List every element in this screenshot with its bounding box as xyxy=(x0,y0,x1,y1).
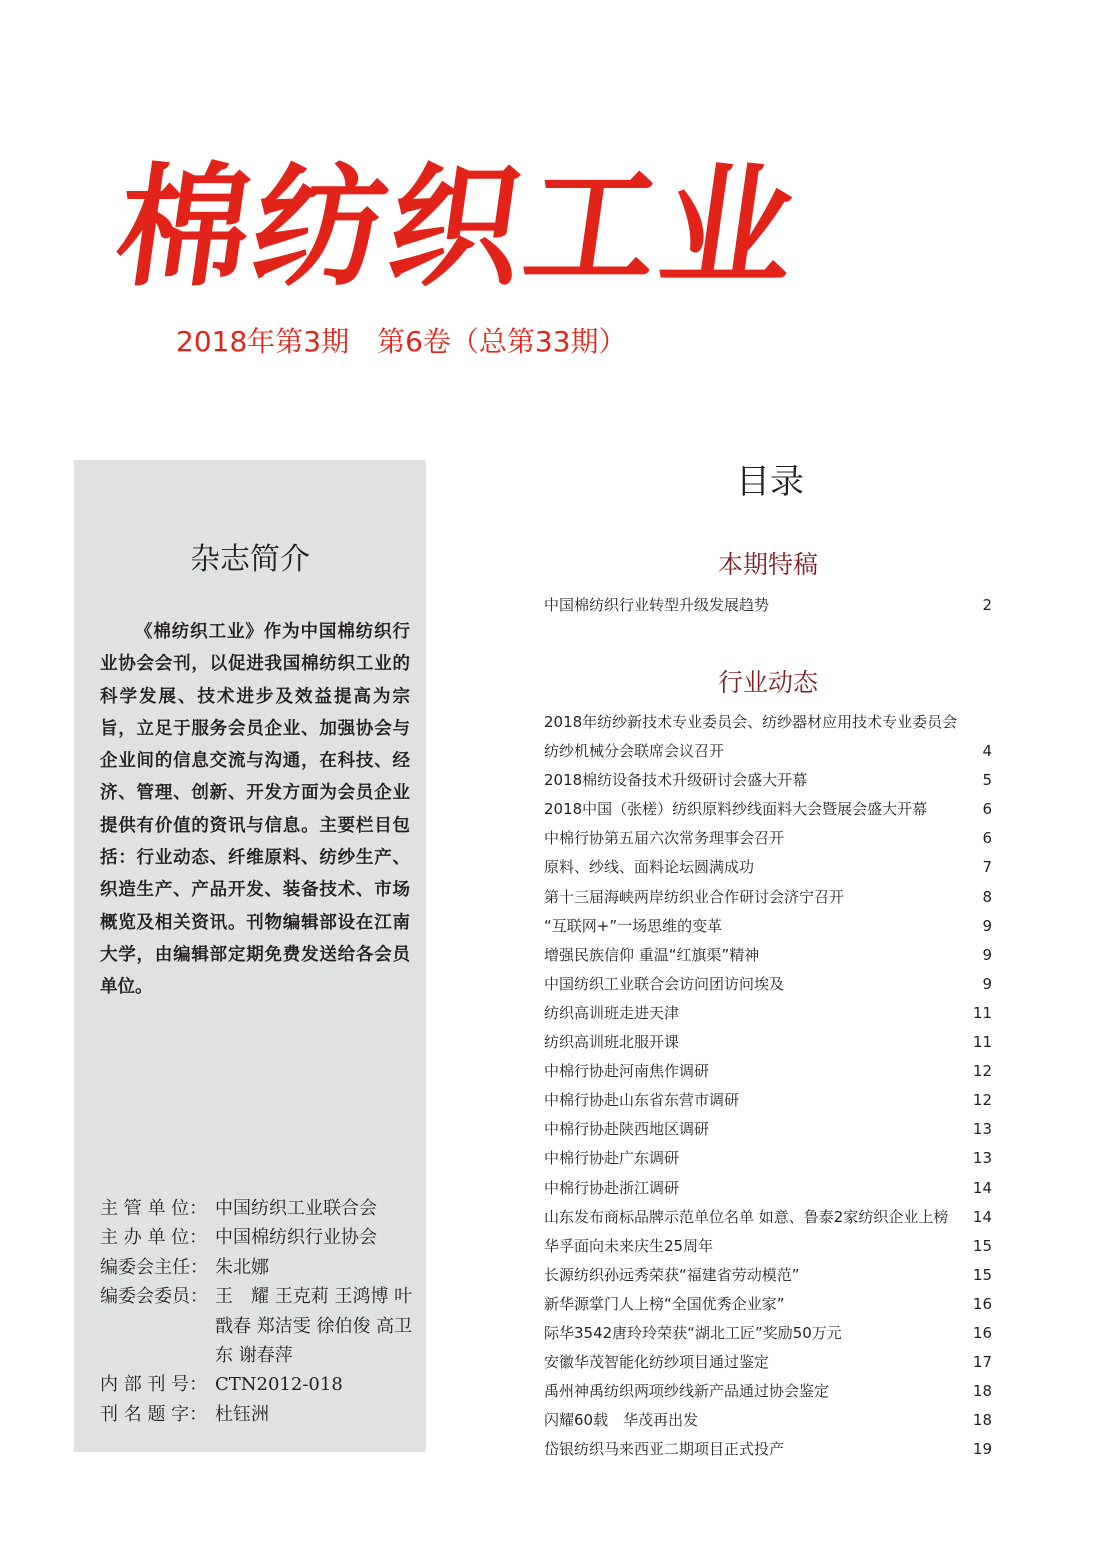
toc-entry-title: 中国纺织工业联合会访问团访问埃及 xyxy=(544,974,785,993)
toc-entry[interactable] xyxy=(544,1203,994,1232)
toc-entry[interactable] xyxy=(544,1028,994,1057)
toc-entry[interactable] xyxy=(544,1057,994,1086)
toc-entry[interactable] xyxy=(544,941,994,970)
toc-entry-title: 纺纱机械分会联席会议召开 xyxy=(544,742,725,761)
toc-entry[interactable] xyxy=(544,1115,994,1144)
toc-entry-page: 11 xyxy=(972,1033,992,1052)
info-key: 编委会委员： xyxy=(100,1286,208,1308)
toc-entry-title: 中棉行协赴山东省东营市调研 xyxy=(544,1091,740,1110)
info-value: 王 耀 王克莉 王鸿博 叶戬春 郑洁雯 徐伯俊 高卫东 谢春萍 xyxy=(215,1286,413,1367)
toc-entry-title: 增强民族信仰 重温“红旗渠”精神 xyxy=(544,945,760,964)
info-row-serial-number xyxy=(100,1370,420,1399)
toc-entry-title: 际华3542唐玲玲荣获“湖北工匠”奖励50万元 xyxy=(544,1323,842,1342)
toc-entry[interactable] xyxy=(544,1377,994,1406)
toc-entry-title: 长源纺织孙远秀荣获“福建省劳动模范” xyxy=(544,1265,800,1284)
info-value: CTN2012-018 xyxy=(215,1374,343,1396)
toc-entry[interactable] xyxy=(544,883,994,912)
intro-heading: 杂志简介 xyxy=(190,542,310,577)
info-key: 主 管 单 位： xyxy=(100,1198,208,1219)
toc-entry[interactable] xyxy=(544,1174,994,1203)
info-row-committee xyxy=(100,1282,420,1370)
toc-entry-page: 9 xyxy=(982,945,992,964)
toc-entry-page: 5 xyxy=(982,771,992,790)
info-row-chief-editor xyxy=(100,1253,420,1282)
toc-entry[interactable] xyxy=(544,1261,994,1290)
toc-entry[interactable] xyxy=(544,1144,994,1173)
toc-entry-page: 14 xyxy=(972,1178,992,1197)
toc-entry-page: 18 xyxy=(972,1382,992,1401)
toc-entry[interactable] xyxy=(544,1348,994,1377)
toc-entry-page: 11 xyxy=(972,1003,992,1022)
toc-entry[interactable] xyxy=(544,1290,994,1319)
intro-body: 《棉纺织工业》作为中国棉纺织行业协会会刊，以促进我国棉纺织工业的科学发展、技术进步及效益提高为宗旨，立足于服务会员企业、加强协会与企业间的信息交流与沟通，在科技、经济、管理、创新、开发方面为会员企业提供有价值的资讯与信息。主要栏目包括：行业动态、纤维原料、纺纱生产、织造生产、产品开发、装备技术、市场概览及相关资讯。刊物编辑部设在江南大学，由编辑部定期免费发送给各会员单位。 xyxy=(100,622,410,998)
toc-entry-page: 12 xyxy=(972,1062,992,1081)
toc-entry-title: 纺织高训班北服开课 xyxy=(544,1033,680,1052)
toc-entry-page: 16 xyxy=(972,1323,992,1342)
info-row-sponsor xyxy=(100,1223,420,1252)
toc-entry-page: 18 xyxy=(972,1411,992,1430)
issue-info: 2018年第3期 第6卷（总第33期） xyxy=(176,325,627,358)
info-key: 刊 名 题 字： xyxy=(100,1403,208,1425)
info-value: 朱北娜 xyxy=(215,1256,269,1278)
toc-entry-page: 13 xyxy=(972,1120,992,1139)
toc-entry[interactable] xyxy=(544,970,994,999)
toc-entry-title: 纺织高训班走进天津 xyxy=(544,1003,680,1022)
toc-entry-page: 14 xyxy=(972,1207,992,1226)
toc-entry-title: 岱银纺织马来西亚二期项目正式投产 xyxy=(544,1440,785,1459)
toc-entry-title: 中棉行协赴陕西地区调研 xyxy=(544,1120,710,1139)
toc-section-heading-special: 本期特稿 xyxy=(717,550,818,579)
toc-entry[interactable] xyxy=(544,1232,994,1261)
toc-entry-title: 中棉行协第五届六次常务理事会召开 xyxy=(544,829,785,848)
toc-entry-page: 8 xyxy=(982,887,992,906)
info-key: 主 办 单 位： xyxy=(100,1227,208,1249)
toc-entry-page: 6 xyxy=(982,800,992,819)
info-value: 中国纺织工业联合会 xyxy=(215,1198,377,1219)
toc-entry-page: 15 xyxy=(972,1236,992,1255)
toc-entry-page: 9 xyxy=(982,916,992,935)
toc-section-heading-news: 行业动态 xyxy=(717,668,818,697)
toc-entry-page: 7 xyxy=(982,858,992,877)
toc-entry[interactable] xyxy=(544,1319,994,1348)
toc-entry-page: 4 xyxy=(982,742,992,761)
toc-entry-page: 9 xyxy=(982,974,992,993)
toc-list-special xyxy=(544,591,994,620)
toc-entry[interactable] xyxy=(544,795,994,824)
toc-entry[interactable] xyxy=(544,708,994,737)
toc-entry-page: 13 xyxy=(972,1149,992,1168)
info-value: 中国棉纺织行业协会 xyxy=(215,1227,377,1249)
toc-entry-title: 安徽华茂智能化纺纱项目通过鉴定 xyxy=(544,1353,770,1372)
toc-entry[interactable] xyxy=(544,824,994,853)
toc-entry-title: 中棉行协赴浙江调研 xyxy=(544,1178,680,1197)
toc-entry[interactable] xyxy=(544,737,994,766)
toc-entry[interactable] xyxy=(544,1435,994,1464)
toc-entry[interactable] xyxy=(544,591,994,620)
toc-entry-page: 15 xyxy=(972,1265,992,1284)
intro-panel xyxy=(74,460,426,1452)
info-key: 内 部 刊 号： xyxy=(100,1374,208,1396)
info-row-calligraphy xyxy=(100,1400,420,1429)
toc-entry-page: 17 xyxy=(972,1353,992,1372)
toc-entry[interactable] xyxy=(544,766,994,795)
toc-entry-page: 6 xyxy=(982,829,992,848)
toc-entry[interactable] xyxy=(544,912,994,941)
toc-entry[interactable] xyxy=(544,1406,994,1435)
toc-entry[interactable] xyxy=(544,999,994,1028)
journal-masthead-title: 棉纺织工业 xyxy=(107,150,809,305)
toc-entry-title: 中棉行协赴河南焦作调研 xyxy=(544,1062,710,1081)
toc-entry-title: 华孚面向未来庆生25周年 xyxy=(544,1236,714,1255)
toc-entry-title: 2018年纺纱新技术专业委员会、纺纱器材应用技术专业委员会 xyxy=(544,713,958,731)
masthead-info xyxy=(100,1194,420,1429)
toc-entry-page: 12 xyxy=(972,1091,992,1110)
toc-entry-title: 原料、纱线、面料论坛圆满成功 xyxy=(544,858,755,877)
toc-entry-title: 禹州神禹纺织两项纱线新产品通过协会鉴定 xyxy=(544,1382,830,1401)
toc-entry-page: 16 xyxy=(972,1294,992,1313)
toc-entry-title: 中棉行协赴广东调研 xyxy=(544,1149,680,1168)
toc-entry[interactable] xyxy=(544,853,994,882)
toc-entry-title: 闪耀60载 华茂再出发 xyxy=(544,1411,699,1430)
toc-entry-title: 2018棉纺设备技术升级研讨会盛大开幕 xyxy=(544,771,808,790)
info-row-supervisor xyxy=(100,1194,420,1223)
toc-entry-title: 第十三届海峡两岸纺织业合作研讨会济宁召开 xyxy=(544,887,845,906)
toc-entry-title: 新华源掌门人上榜“全国优秀企业家” xyxy=(544,1294,785,1313)
info-key: 编委会主任： xyxy=(100,1256,208,1278)
toc-entry-title: 中国棉纺织行业转型升级发展趋势 xyxy=(544,596,770,614)
toc-entry-page: 2 xyxy=(982,596,992,614)
info-value: 杜钰洲 xyxy=(215,1403,269,1425)
toc-entry-title: “互联网+”一场思维的变革 xyxy=(544,916,723,935)
toc-entry-title: 2018中国（张槎）纺织原料纱线面料大会暨展会盛大开幕 xyxy=(544,800,928,819)
toc-list-news xyxy=(544,708,994,1464)
toc-entry[interactable] xyxy=(544,1086,994,1115)
toc-entry-page: 19 xyxy=(972,1440,992,1459)
toc-entry-title: 山东发布商标品牌示范单位名单 如意、鲁泰2家纺织企业上榜 xyxy=(544,1207,949,1226)
toc-heading: 目录 xyxy=(736,462,804,502)
